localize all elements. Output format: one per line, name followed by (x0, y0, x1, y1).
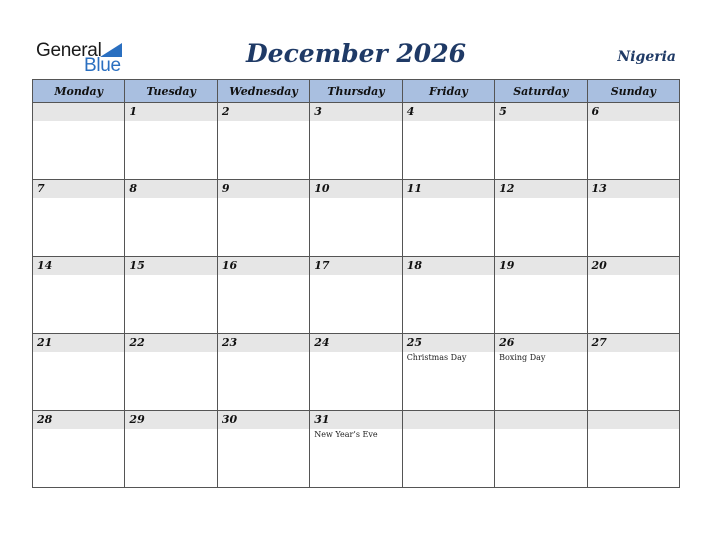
day-cell (310, 411, 402, 488)
weekday-header-row (33, 80, 680, 103)
day-cell (587, 103, 679, 180)
day-cell (217, 411, 309, 488)
date-bar (218, 411, 309, 429)
day-cell (495, 334, 587, 411)
day-cell (402, 103, 494, 180)
day-cell (217, 103, 309, 180)
day-cell (587, 411, 679, 488)
date-number: 20 (591, 259, 607, 272)
date-bar (495, 180, 586, 198)
date-number: 29 (129, 413, 145, 426)
date-number: 6 (591, 105, 600, 118)
logo-text-blue: Blue (84, 55, 121, 76)
day-cell (33, 411, 125, 488)
day-cell (495, 103, 587, 180)
week-row (33, 334, 680, 411)
date-number: 7 (37, 182, 45, 195)
date-number: 10 (314, 182, 330, 195)
date-bar (218, 257, 309, 275)
week-row (33, 103, 680, 180)
date-number: 24 (314, 336, 330, 349)
date-number: 21 (37, 336, 53, 349)
date-number: 3 (314, 105, 322, 118)
calendar-grid (32, 79, 680, 488)
day-cell (125, 334, 217, 411)
weekday-monday: Monday (33, 80, 125, 103)
date-number: 16 (221, 259, 238, 272)
holiday-label: Boxing Day (499, 353, 546, 362)
date-bar (125, 257, 216, 275)
date-number: 4 (406, 105, 415, 118)
day-cell (125, 257, 217, 334)
date-number: 14 (37, 259, 53, 272)
week-row (33, 180, 680, 257)
weekday-sunday: Sunday (587, 80, 679, 103)
weekday-wednesday: Wednesday (217, 80, 309, 103)
day-cell (33, 334, 125, 411)
date-bar (588, 180, 679, 198)
day-cell (125, 103, 217, 180)
date-bar (310, 411, 401, 429)
day-cell (402, 334, 494, 411)
day-cell (310, 257, 402, 334)
date-bar (495, 257, 586, 275)
date-bar (310, 103, 401, 121)
date-number: 26 (499, 336, 515, 349)
day-cell (495, 411, 587, 488)
date-bar (310, 257, 401, 275)
date-number: 15 (129, 259, 145, 272)
date-bar (125, 411, 216, 429)
weekday-friday: Friday (402, 80, 494, 103)
day-cell (310, 180, 402, 257)
calendar-title: December 2026 (245, 39, 466, 68)
date-bar (218, 334, 309, 352)
date-bar (495, 411, 586, 429)
date-bar (588, 257, 679, 275)
date-number: 31 (314, 413, 330, 426)
date-bar (125, 103, 216, 121)
holiday-label: Christmas Day (406, 353, 467, 362)
day-cell (402, 257, 494, 334)
day-cell (587, 257, 679, 334)
day-cell (33, 257, 125, 334)
day-cell (33, 180, 125, 257)
day-cell (310, 334, 402, 411)
date-number: 25 (406, 336, 422, 349)
logo-text-general: General (36, 40, 102, 61)
date-number: 18 (406, 259, 422, 272)
date-bar (33, 257, 124, 275)
date-number: 11 (406, 182, 422, 195)
date-bar (33, 103, 124, 121)
day-cell (125, 411, 217, 488)
day-cell (33, 103, 125, 180)
date-bar (588, 411, 679, 429)
date-bar (218, 103, 309, 121)
date-number: 23 (221, 336, 238, 349)
date-bar (125, 180, 216, 198)
date-bar (33, 334, 124, 352)
date-number: 17 (314, 259, 330, 272)
day-cell (217, 334, 309, 411)
weekday-tuesday: Tuesday (125, 80, 217, 103)
calendar-body (33, 103, 680, 488)
date-bar (33, 180, 124, 198)
weekday-saturday: Saturday (495, 80, 587, 103)
day-cell (587, 334, 679, 411)
date-bar (588, 103, 679, 121)
day-cell (495, 180, 587, 257)
day-cell (310, 103, 402, 180)
date-bar (125, 334, 216, 352)
date-bar (218, 180, 309, 198)
date-bar (403, 257, 494, 275)
date-number: 2 (221, 105, 230, 118)
day-cell (125, 180, 217, 257)
date-bar (588, 334, 679, 352)
date-number: 1 (129, 105, 138, 118)
weekday-thursday: Thursday (310, 80, 402, 103)
date-number: 28 (37, 413, 53, 426)
country-label: Nigeria (617, 49, 676, 65)
day-cell (402, 180, 494, 257)
date-bar (403, 334, 494, 352)
week-row (33, 257, 680, 334)
day-cell (495, 257, 587, 334)
date-number: 13 (591, 182, 607, 195)
date-number: 27 (591, 336, 607, 349)
date-bar (495, 103, 586, 121)
date-bar (403, 180, 494, 198)
day-cell (217, 180, 309, 257)
date-number: 19 (499, 259, 515, 272)
date-number: 9 (221, 182, 230, 195)
day-cell (217, 257, 309, 334)
date-number: 5 (499, 105, 507, 118)
date-number: 30 (221, 413, 238, 426)
date-number: 22 (129, 336, 145, 349)
date-bar (495, 334, 586, 352)
holiday-label: New Year’s Eve (314, 430, 378, 439)
date-bar (310, 180, 401, 198)
date-bar (403, 411, 494, 429)
date-number: 12 (499, 182, 515, 195)
date-bar (403, 103, 494, 121)
date-number: 8 (129, 182, 138, 195)
week-row (33, 411, 680, 488)
day-cell (587, 180, 679, 257)
date-bar (310, 334, 401, 352)
day-cell (402, 411, 494, 488)
date-bar (33, 411, 124, 429)
